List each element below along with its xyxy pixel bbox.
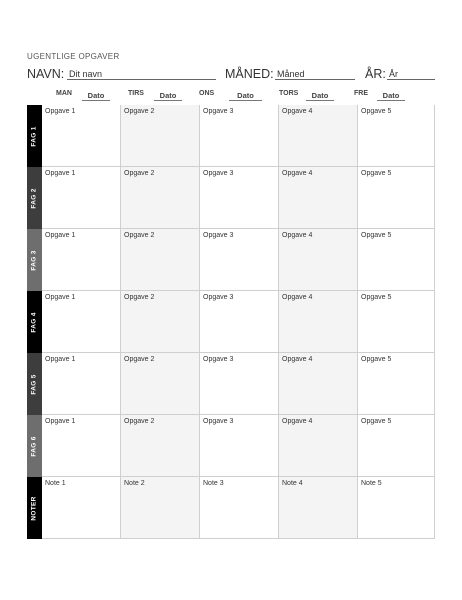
subject-row (27, 415, 435, 477)
task-cell[interactable]: Opgave 5 (358, 353, 435, 415)
task-cell[interactable]: Opgave 5 (358, 105, 435, 167)
task-cell[interactable]: Opgave 5 (358, 167, 435, 229)
header-fields (27, 66, 435, 82)
schedule-grid (27, 105, 435, 539)
task-cell[interactable]: Opgave 1 (42, 229, 121, 291)
day-date-field[interactable]: Dato (82, 91, 110, 101)
day-header-tors (279, 88, 358, 102)
name-field[interactable]: Dit navn (67, 68, 216, 80)
task-cell[interactable]: Opgave 2 (121, 291, 200, 353)
subject-row (27, 167, 435, 229)
task-cell[interactable]: Opgave 4 (279, 291, 358, 353)
document-title: UGENTLIGE OPGAVER (27, 52, 120, 61)
task-cell[interactable]: Opgave 3 (200, 415, 279, 477)
day-name: ONS (199, 90, 215, 97)
row-label: FAG 5 (31, 373, 39, 395)
day-header-row (42, 88, 435, 102)
task-cell[interactable]: Opgave 2 (121, 229, 200, 291)
task-cell[interactable]: Opgave 2 (121, 415, 200, 477)
row-label-bar (27, 105, 42, 167)
day-header-ons (200, 88, 279, 102)
day-date-field[interactable]: Dato (154, 91, 182, 101)
day-name: TORS (279, 90, 299, 97)
row-label-bar (27, 291, 42, 353)
note-cell[interactable]: Note 4 (279, 477, 358, 539)
task-cell[interactable]: Opgave 3 (200, 291, 279, 353)
task-cell[interactable]: Opgave 5 (358, 291, 435, 353)
month-field[interactable]: Måned (275, 68, 355, 80)
year-label: ÅR: (365, 67, 386, 81)
row-label-bar (27, 167, 42, 229)
subject-row (27, 229, 435, 291)
task-cell[interactable]: Opgave 4 (279, 229, 358, 291)
day-name: TIRS (128, 90, 144, 97)
task-cell[interactable]: Opgave 2 (121, 167, 200, 229)
row-label-bar (27, 477, 42, 539)
task-cell[interactable]: Opgave 1 (42, 291, 121, 353)
note-cell[interactable]: Note 3 (200, 477, 279, 539)
row-label-bar (27, 229, 42, 291)
day-date-field[interactable]: Dato (377, 91, 405, 101)
note-cell[interactable]: Note 1 (42, 477, 121, 539)
day-date-field[interactable]: Dato (229, 91, 262, 101)
notes-row (27, 477, 435, 539)
row-label: FAG 1 (31, 125, 39, 147)
row-label: NOTER (31, 495, 38, 521)
task-cell[interactable]: Opgave 3 (200, 105, 279, 167)
task-cell[interactable]: Opgave 4 (279, 167, 358, 229)
subject-row (27, 353, 435, 415)
task-cell[interactable]: Opgave 4 (279, 415, 358, 477)
row-label: FAG 2 (31, 187, 39, 209)
task-cell[interactable]: Opgave 5 (358, 229, 435, 291)
subject-row (27, 291, 435, 353)
task-cell[interactable]: Opgave 1 (42, 105, 121, 167)
year-field[interactable]: År (387, 68, 435, 80)
row-label: FAG 6 (31, 435, 39, 457)
day-header-tirs (121, 88, 200, 102)
note-cell[interactable]: Note 5 (358, 477, 435, 539)
row-label-bar (27, 415, 42, 477)
day-header-fre (354, 88, 435, 102)
task-cell[interactable]: Opgave 5 (358, 415, 435, 477)
task-cell[interactable]: Opgave 4 (279, 105, 358, 167)
task-cell[interactable]: Opgave 2 (121, 353, 200, 415)
name-label: NAVN: (27, 67, 65, 81)
row-label: FAG 4 (31, 311, 39, 333)
row-label: FAG 3 (31, 249, 39, 271)
day-name: FRE (354, 90, 368, 97)
row-label-bar (27, 353, 42, 415)
month-label: MÅNED: (225, 67, 274, 81)
task-cell[interactable]: Opgave 3 (200, 353, 279, 415)
task-cell[interactable]: Opgave 3 (200, 229, 279, 291)
task-cell[interactable]: Opgave 1 (42, 167, 121, 229)
day-name: MAN (56, 90, 72, 97)
task-cell[interactable]: Opgave 4 (279, 353, 358, 415)
task-cell[interactable]: Opgave 1 (42, 353, 121, 415)
task-cell[interactable]: Opgave 1 (42, 415, 121, 477)
task-cell[interactable]: Opgave 3 (200, 167, 279, 229)
subject-row (27, 105, 435, 167)
day-date-field[interactable]: Dato (306, 91, 334, 101)
task-cell[interactable]: Opgave 2 (121, 105, 200, 167)
note-cell[interactable]: Note 2 (121, 477, 200, 539)
day-header-man (42, 88, 121, 102)
